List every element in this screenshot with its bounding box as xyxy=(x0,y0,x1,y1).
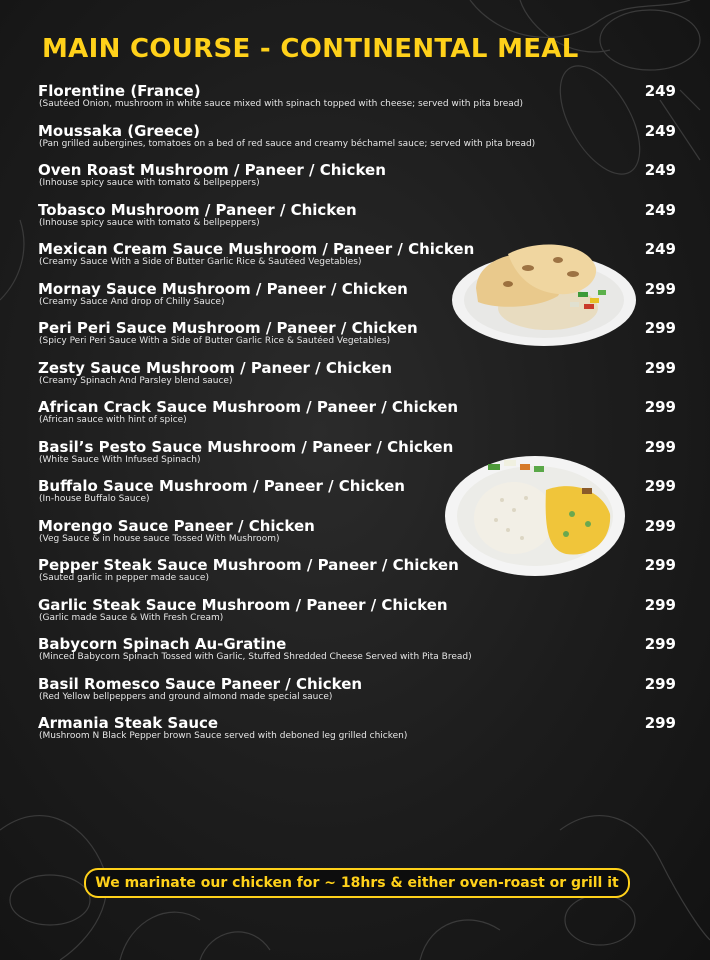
menu-item xyxy=(38,714,678,754)
menu-item-price: 249 xyxy=(644,82,676,100)
menu-item xyxy=(38,675,678,715)
banner-text: We marinate our chicken for ~ 18hrs & either oven-roast or grill it xyxy=(95,875,619,891)
marination-banner xyxy=(84,868,630,898)
menu-item-name: Florentine (France) xyxy=(38,82,201,100)
menu-item-name: Morengo Sauce Paneer / Chicken xyxy=(38,516,315,535)
menu-item-name: African Crack Sauce Mushroom / Paneer / Chicken xyxy=(38,398,459,416)
menu-item-description: (Creamy Spinach And Parsley blend sauce) xyxy=(39,375,233,386)
menu-item xyxy=(38,635,678,675)
menu-list xyxy=(38,82,678,754)
menu-item-price: 299 xyxy=(644,398,676,416)
menu-item-name: Basil’s Pesto Sauce Mushroom / Paneer / Chicken xyxy=(38,437,454,456)
menu-item-name: Zesty Sauce Mushroom / Paneer / Chicken xyxy=(38,358,393,377)
menu-item-description: (Minced Babycorn Spinach Tossed with Garlic, Stuffed Shredded Cheese Served with Pita Bread) xyxy=(39,652,472,662)
menu-item-description: (Mushroom N Black Pepper brown Sauce served with deboned leg grilled chicken) xyxy=(39,731,408,741)
menu-item xyxy=(38,161,678,201)
menu-item-name: Garlic Steak Sauce Mushroom / Paneer / Chicken xyxy=(38,595,448,614)
menu-item-description: (Inhouse spicy sauce with tomato & bellpeppers) xyxy=(39,178,260,188)
menu-item-price: 299 xyxy=(644,595,676,614)
menu-item-price: 249 xyxy=(644,161,676,179)
menu-item-description: (Creamy Sauce With a Side of Butter Garlic Rice & Sautéed Vegetables) xyxy=(39,257,362,267)
menu-item-description: (Veg Sauce & in house sauce Tossed With Mushroom) xyxy=(39,533,280,544)
menu-item-description: (Sauted garlic in pepper made sauce) xyxy=(39,573,209,583)
menu-item xyxy=(38,82,678,122)
menu-item-price: 299 xyxy=(644,635,676,653)
menu-item-price: 249 xyxy=(644,200,676,219)
menu-item-description: (Inhouse spicy sauce with tomato & bellpeppers) xyxy=(39,217,260,228)
menu-item-name: Babycorn Spinach Au-Gratine xyxy=(38,635,287,653)
menu-item-name: Basil Romesco Sauce Paneer / Chicken xyxy=(38,674,363,693)
menu-item-price: 249 xyxy=(644,240,676,258)
menu-item-description: (Pan grilled aubergines, tomatoes on a bed of red sauce and creamy béchamel sauce; served with pita bread) xyxy=(39,138,536,149)
menu-item-name: Moussaka (Greece) xyxy=(38,121,201,140)
menu-item-price: 299 xyxy=(644,516,676,535)
menu-item-description: (White Sauce With Infused Spinach) xyxy=(39,454,201,465)
menu-item-price: 299 xyxy=(644,319,676,337)
menu-item-name: Mornay Sauce Mushroom / Paneer / Chicken xyxy=(38,279,408,298)
menu-item-description: (Spicy Peri Peri Sauce With a Side of Butter Garlic Rice & Sautéed Vegetables) xyxy=(39,336,391,346)
menu-item-name: Armania Steak Sauce xyxy=(38,714,219,732)
menu-item-description: (Sautéed Onion, mushroom in white sauce mixed with spinach topped with cheese; served with pita bread) xyxy=(39,99,523,109)
menu-item-name: Pepper Steak Sauce Mushroom / Paneer / Chicken xyxy=(38,556,459,574)
menu-item-description: (In-house Buffalo Sauce) xyxy=(39,494,150,504)
menu-item-description: (African sauce with hint of spice) xyxy=(39,415,187,425)
menu-item-description: (Red Yellow bellpeppers and ground almond made special sauce) xyxy=(39,691,333,702)
menu-item-name: Oven Roast Mushroom / Paneer / Chicken xyxy=(38,161,386,179)
menu-item-price: 299 xyxy=(644,279,676,298)
menu-item-description: (Creamy Sauce And drop of Chilly Sauce) xyxy=(39,296,225,307)
dish-photo-pita-platter xyxy=(448,238,640,350)
menu-item-name: Tobasco Mushroom / Paneer / Chicken xyxy=(38,200,357,219)
menu-item-price: 299 xyxy=(644,477,676,495)
menu-item xyxy=(38,359,678,399)
menu-item-price: 299 xyxy=(644,437,676,456)
menu-item-price: 299 xyxy=(644,674,676,693)
menu-item-name: Buffalo Sauce Mushroom / Paneer / Chicken xyxy=(38,477,405,495)
menu-item-price: 299 xyxy=(644,556,676,574)
menu-item xyxy=(38,398,678,438)
page-title: MAIN COURSE - CONTINENTAL MEAL xyxy=(42,34,579,64)
menu-item xyxy=(38,596,678,636)
dish-photo-rice-plate xyxy=(442,450,628,578)
menu-item-description: (Garlic made Sauce & With Fresh Cream) xyxy=(39,612,224,623)
menu-item-price: 299 xyxy=(644,358,676,377)
menu-item xyxy=(38,201,678,241)
menu-item xyxy=(38,122,678,162)
menu-item-price: 299 xyxy=(644,714,676,732)
menu-item-name: Peri Peri Sauce Mushroom / Paneer / Chicken xyxy=(38,319,418,337)
menu-item-price: 249 xyxy=(644,121,676,140)
menu-item-name: Mexican Cream Sauce Mushroom / Paneer / Chicken xyxy=(38,240,475,258)
